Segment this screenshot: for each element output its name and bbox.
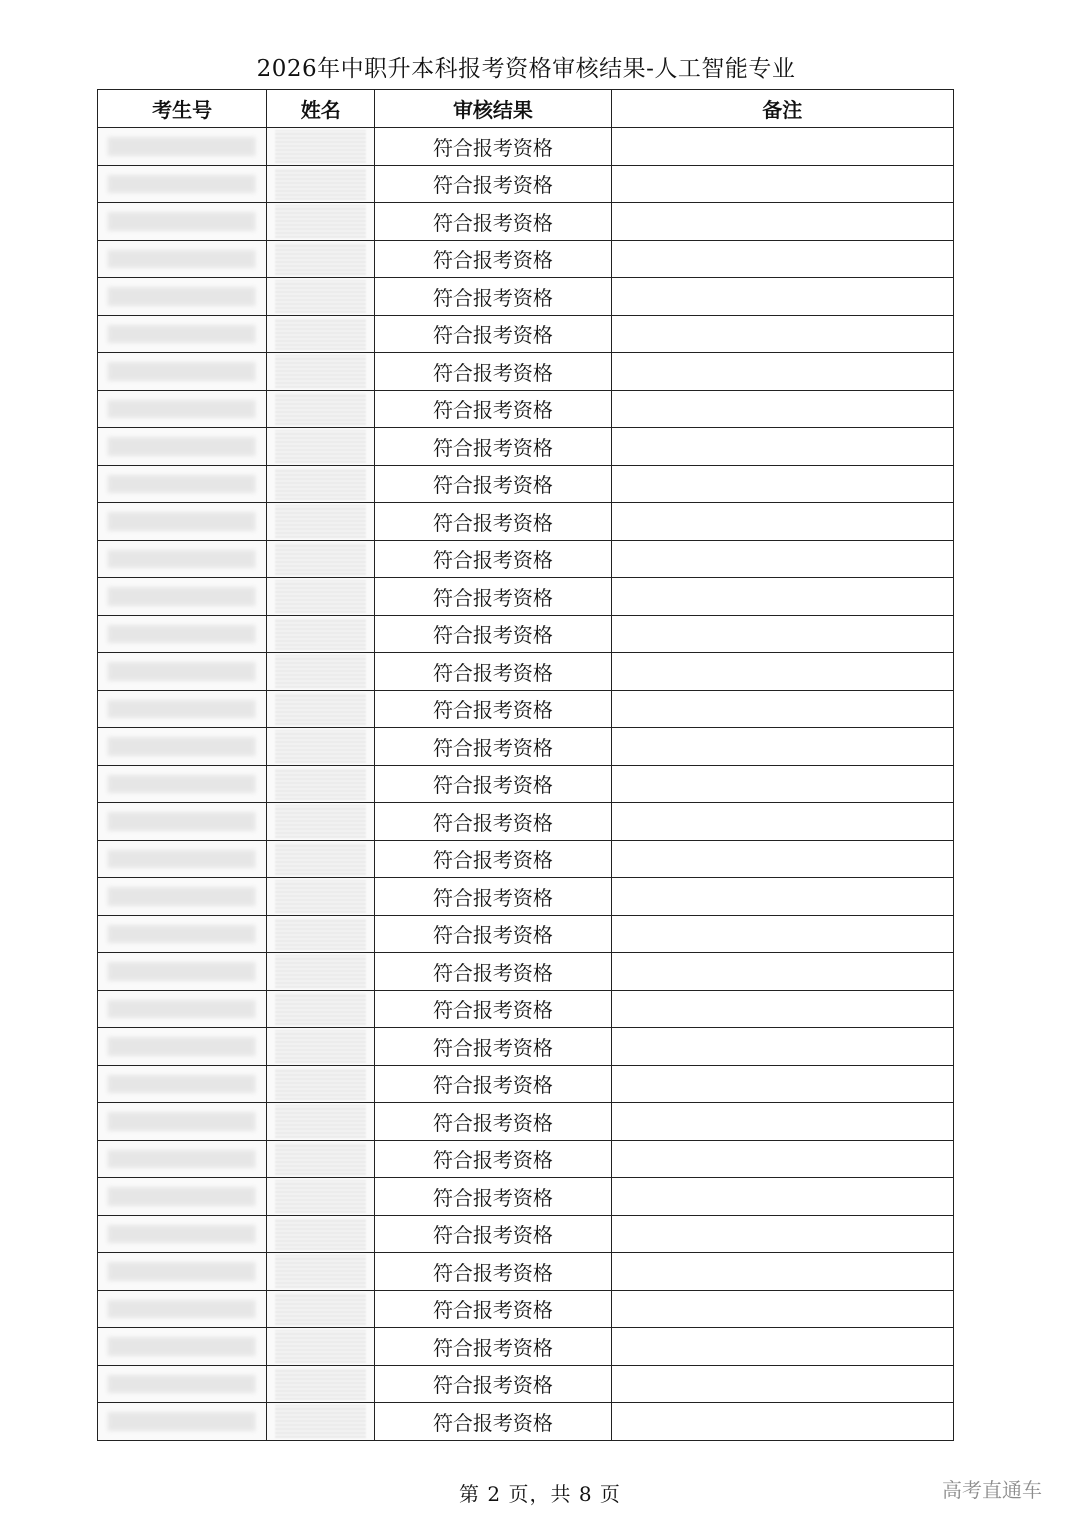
- table-row: [98, 728, 954, 766]
- watermark: 高考直通车: [942, 1478, 1042, 1502]
- candidate-id-cell-redacted: [98, 1065, 267, 1103]
- name-cell-redacted: [267, 1178, 375, 1216]
- candidate-id-cell-redacted: [98, 578, 267, 616]
- note-cell: [611, 653, 953, 691]
- note-cell: [611, 1065, 953, 1103]
- result-cell: 符合报考资格: [375, 315, 611, 353]
- name-cell-redacted: [267, 1103, 375, 1141]
- name-cell-redacted: [267, 315, 375, 353]
- candidate-id-cell-redacted: [98, 278, 267, 316]
- result-cell: 符合报考资格: [375, 803, 611, 841]
- result-cell: 符合报考资格: [375, 953, 611, 991]
- candidate-id-cell-redacted: [98, 1365, 267, 1403]
- name-cell-redacted: [267, 503, 375, 541]
- name-cell-redacted: [267, 428, 375, 466]
- candidate-id-cell-redacted: [98, 1140, 267, 1178]
- note-cell: [611, 353, 953, 391]
- table-row: [98, 1328, 954, 1366]
- result-cell: 符合报考资格: [375, 353, 611, 391]
- note-cell: [611, 1328, 953, 1366]
- name-cell-redacted: [267, 840, 375, 878]
- document-title: 2026年中职升本科报考资格审核结果-人工智能专业: [256, 56, 796, 82]
- result-cell: 符合报考资格: [375, 1215, 611, 1253]
- table-row: [98, 165, 954, 203]
- name-cell-redacted: [267, 803, 375, 841]
- note-cell: [611, 1215, 953, 1253]
- name-cell-redacted: [267, 1290, 375, 1328]
- note-cell: [611, 1103, 953, 1141]
- result-cell: 符合报考资格: [375, 1290, 611, 1328]
- candidate-id-cell-redacted: [98, 1215, 267, 1253]
- note-cell: [611, 615, 953, 653]
- candidate-id-cell-redacted: [98, 1253, 267, 1291]
- note-cell: [611, 578, 953, 616]
- name-cell-redacted: [267, 765, 375, 803]
- candidate-id-cell-redacted: [98, 1028, 267, 1066]
- table-row: [98, 690, 954, 728]
- table-row: [98, 1065, 954, 1103]
- name-cell-redacted: [267, 728, 375, 766]
- table-row: [98, 765, 954, 803]
- candidate-id-cell-redacted: [98, 840, 267, 878]
- table-row: [98, 653, 954, 691]
- candidate-id-cell-redacted: [98, 203, 267, 241]
- result-cell: 符合报考资格: [375, 1028, 611, 1066]
- candidate-id-cell-redacted: [98, 1403, 267, 1441]
- page-footer: 第 2 页，共 8 页: [459, 1482, 621, 1506]
- result-cell: 符合报考资格: [375, 278, 611, 316]
- note-cell: [611, 1403, 953, 1441]
- name-cell-redacted: [267, 165, 375, 203]
- name-cell-redacted: [267, 465, 375, 503]
- result-cell: 符合报考资格: [375, 653, 611, 691]
- result-cell: 符合报考资格: [375, 203, 611, 241]
- result-cell: 符合报考资格: [375, 1328, 611, 1366]
- note-cell: [611, 390, 953, 428]
- name-cell-redacted: [267, 1403, 375, 1441]
- result-cell: 符合报考资格: [375, 1140, 611, 1178]
- note-cell: [611, 278, 953, 316]
- table-row: [98, 353, 954, 391]
- candidate-id-cell-redacted: [98, 765, 267, 803]
- result-cell: 符合报考资格: [375, 390, 611, 428]
- candidate-id-cell-redacted: [98, 465, 267, 503]
- result-cell: 符合报考资格: [375, 690, 611, 728]
- name-cell-redacted: [267, 1140, 375, 1178]
- candidate-id-cell-redacted: [98, 240, 267, 278]
- note-cell: [611, 1290, 953, 1328]
- table-row: [98, 1140, 954, 1178]
- result-cell: 符合报考资格: [375, 1103, 611, 1141]
- candidate-id-cell-redacted: [98, 503, 267, 541]
- name-cell-redacted: [267, 653, 375, 691]
- name-cell-redacted: [267, 1253, 375, 1291]
- note-cell: [611, 915, 953, 953]
- candidate-id-cell-redacted: [98, 128, 267, 166]
- table-row: [98, 803, 954, 841]
- result-cell: 符合报考资格: [375, 465, 611, 503]
- name-cell-redacted: [267, 1028, 375, 1066]
- note-cell: [611, 503, 953, 541]
- table-row: [98, 1215, 954, 1253]
- result-cell: 符合报考资格: [375, 240, 611, 278]
- name-cell-redacted: [267, 690, 375, 728]
- result-cell: 符合报考资格: [375, 503, 611, 541]
- name-cell-redacted: [267, 990, 375, 1028]
- table-row: [98, 1290, 954, 1328]
- result-cell: 符合报考资格: [375, 878, 611, 916]
- candidate-id-cell-redacted: [98, 653, 267, 691]
- result-cell: 符合报考资格: [375, 165, 611, 203]
- note-cell: [611, 765, 953, 803]
- result-cell: 符合报考资格: [375, 728, 611, 766]
- table-row: [98, 615, 954, 653]
- candidate-id-cell-redacted: [98, 1178, 267, 1216]
- name-cell-redacted: [267, 240, 375, 278]
- table-row: [98, 990, 954, 1028]
- note-cell: [611, 690, 953, 728]
- name-cell-redacted: [267, 128, 375, 166]
- result-cell: 符合报考资格: [375, 128, 611, 166]
- note-cell: [611, 465, 953, 503]
- candidate-id-cell-redacted: [98, 615, 267, 653]
- table-row: [98, 578, 954, 616]
- header-candidate-id: 考生号: [98, 90, 267, 128]
- note-cell: [611, 1253, 953, 1291]
- table-row: [98, 278, 954, 316]
- name-cell-redacted: [267, 540, 375, 578]
- candidate-id-cell-redacted: [98, 1290, 267, 1328]
- table-row: [98, 1028, 954, 1066]
- candidate-id-cell-redacted: [98, 165, 267, 203]
- name-cell-redacted: [267, 878, 375, 916]
- candidate-id-cell-redacted: [98, 353, 267, 391]
- result-cell: 符合报考资格: [375, 540, 611, 578]
- name-cell-redacted: [267, 1215, 375, 1253]
- note-cell: [611, 315, 953, 353]
- result-cell: 符合报考资格: [375, 1178, 611, 1216]
- candidate-id-cell-redacted: [98, 1328, 267, 1366]
- table-row: [98, 128, 954, 166]
- table-row: [98, 540, 954, 578]
- table-row: [98, 428, 954, 466]
- table-row: [98, 390, 954, 428]
- result-cell: 符合报考资格: [375, 990, 611, 1028]
- candidate-id-cell-redacted: [98, 803, 267, 841]
- result-cell: 符合报考资格: [375, 1365, 611, 1403]
- name-cell-redacted: [267, 1328, 375, 1366]
- note-cell: [611, 1178, 953, 1216]
- table-row: [98, 1365, 954, 1403]
- header-name: 姓名: [267, 90, 375, 128]
- result-cell: 符合报考资格: [375, 1065, 611, 1103]
- note-cell: [611, 728, 953, 766]
- candidate-id-cell-redacted: [98, 728, 267, 766]
- note-cell: [611, 878, 953, 916]
- table-row: [98, 315, 954, 353]
- table-row: [98, 840, 954, 878]
- note-cell: [611, 165, 953, 203]
- table-row: [98, 1253, 954, 1291]
- candidate-id-cell-redacted: [98, 953, 267, 991]
- note-cell: [611, 428, 953, 466]
- table-row: [98, 240, 954, 278]
- candidate-id-cell-redacted: [98, 315, 267, 353]
- name-cell-redacted: [267, 390, 375, 428]
- note-cell: [611, 1028, 953, 1066]
- name-cell-redacted: [267, 278, 375, 316]
- name-cell-redacted: [267, 953, 375, 991]
- note-cell: [611, 803, 953, 841]
- table-row: [98, 1103, 954, 1141]
- note-cell: [611, 840, 953, 878]
- note-cell: [611, 1140, 953, 1178]
- table-row: [98, 203, 954, 241]
- note-cell: [611, 540, 953, 578]
- candidate-id-cell-redacted: [98, 540, 267, 578]
- note-cell: [611, 203, 953, 241]
- note-cell: [611, 953, 953, 991]
- candidate-id-cell-redacted: [98, 878, 267, 916]
- note-cell: [611, 1365, 953, 1403]
- note-cell: [611, 990, 953, 1028]
- result-cell: 符合报考资格: [375, 915, 611, 953]
- candidate-id-cell-redacted: [98, 428, 267, 466]
- name-cell-redacted: [267, 915, 375, 953]
- name-cell-redacted: [267, 1365, 375, 1403]
- result-cell: 符合报考资格: [375, 615, 611, 653]
- candidate-id-cell-redacted: [98, 690, 267, 728]
- table-row: [98, 953, 954, 991]
- candidate-id-cell-redacted: [98, 915, 267, 953]
- result-cell: 符合报考资格: [375, 578, 611, 616]
- result-cell: 符合报考资格: [375, 1253, 611, 1291]
- result-cell: 符合报考资格: [375, 1403, 611, 1441]
- header-note: 备注: [611, 90, 953, 128]
- note-cell: [611, 128, 953, 166]
- name-cell-redacted: [267, 1065, 375, 1103]
- candidate-id-cell-redacted: [98, 990, 267, 1028]
- table-row: [98, 465, 954, 503]
- header-result: 审核结果: [375, 90, 611, 128]
- name-cell-redacted: [267, 203, 375, 241]
- name-cell-redacted: [267, 578, 375, 616]
- candidate-id-cell-redacted: [98, 390, 267, 428]
- table-row: [98, 1178, 954, 1216]
- name-cell-redacted: [267, 353, 375, 391]
- table-row: [98, 915, 954, 953]
- table-row: [98, 503, 954, 541]
- result-cell: 符合报考资格: [375, 840, 611, 878]
- name-cell-redacted: [267, 615, 375, 653]
- table-row: [98, 878, 954, 916]
- note-cell: [611, 240, 953, 278]
- table-row: [98, 1403, 954, 1441]
- table-header-row: [98, 90, 954, 128]
- table-body: [98, 128, 954, 1441]
- results-table: [97, 89, 954, 1441]
- result-cell: 符合报考资格: [375, 428, 611, 466]
- result-cell: 符合报考资格: [375, 765, 611, 803]
- candidate-id-cell-redacted: [98, 1103, 267, 1141]
